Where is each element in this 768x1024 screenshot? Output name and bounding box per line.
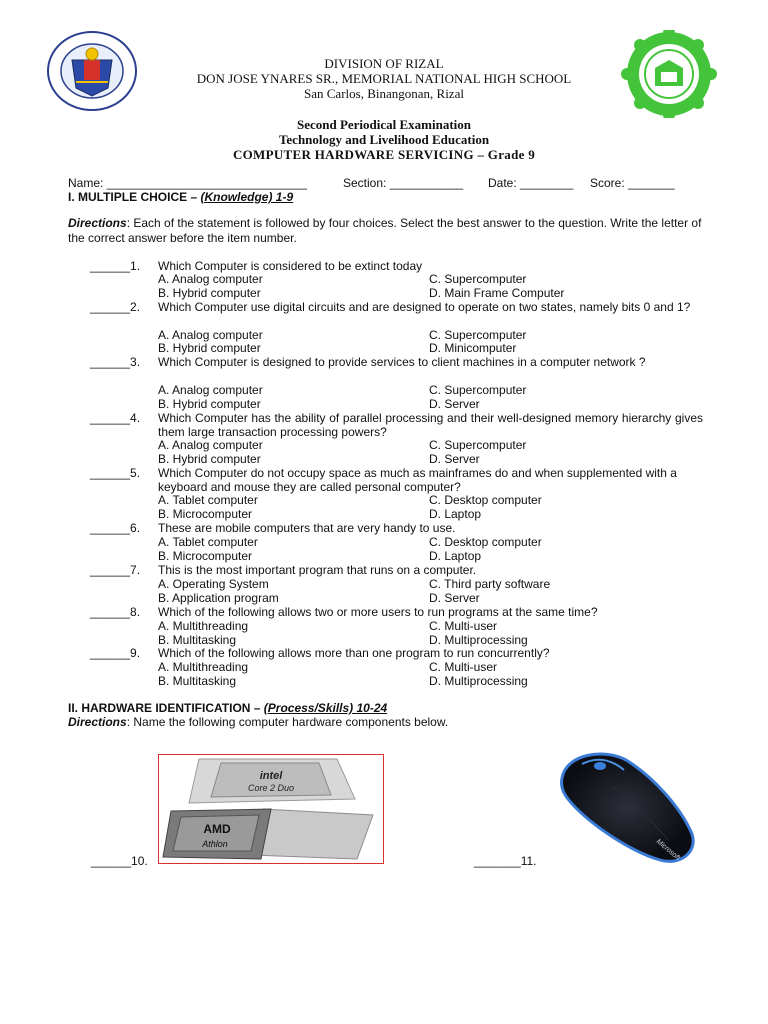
option-b: B. Multitasking xyxy=(158,633,237,647)
option-a: A. Operating System xyxy=(158,577,269,591)
school-name: DON JOSE YNARES SR., MEMORIAL NATIONAL HIGH SCHOOL xyxy=(196,71,572,86)
option-b: B. Application program xyxy=(158,591,279,605)
question-text: Which of the following allows two or more users to run programs at the same time? xyxy=(158,605,598,619)
mouse-image xyxy=(552,748,702,868)
answer-blank[interactable]: ______2. xyxy=(90,300,141,314)
part2-heading xyxy=(68,701,387,715)
subject-title: Technology and Livelihood Education xyxy=(278,132,490,147)
option-a: A. Multithreading xyxy=(158,660,249,674)
date-field[interactable]: Date: ________ xyxy=(488,176,574,190)
answer-blank[interactable]: ______8. xyxy=(90,605,141,619)
answer-blank[interactable]: ______7. xyxy=(90,563,141,577)
division-title: DIVISION OF RIZAL xyxy=(324,56,444,71)
option-b: B. Microcomputer xyxy=(158,507,253,521)
intel-cpu-chip xyxy=(189,759,355,803)
part2-directions xyxy=(68,715,448,729)
option-b: B. Hybrid computer xyxy=(158,286,261,300)
option-b: B. Hybrid computer xyxy=(158,341,261,355)
option-a: A. Analog computer xyxy=(158,272,263,286)
mouse-brand-text: Microsoft xyxy=(654,838,681,862)
course-title: COMPUTER HARDWARE SERVICING – Grade 9 xyxy=(232,147,536,162)
answer-blank[interactable]: ______9. xyxy=(90,646,141,660)
question-text: These are mobile computers that are very handy to use. xyxy=(158,521,456,535)
answer-blank[interactable]: ______3. xyxy=(90,355,141,369)
option-c: C. Multi-user xyxy=(429,660,498,674)
question-text: Which Computer has the ability of parallel processing and their well-designed memory hierarchy gives them large transaction processing powers? xyxy=(158,411,703,439)
option-a: A. Analog computer xyxy=(158,438,263,452)
amd-cpu-chip xyxy=(163,809,373,859)
question-text: Which Computer do not occupy space as much as mainframes do and when supplemented with a keyboard and mouse they are called personal computer? xyxy=(158,466,677,494)
option-d: D. Server xyxy=(429,591,480,605)
exam-title: Second Periodical Examination xyxy=(296,117,472,132)
name-field[interactable]: Name: ______________________________ xyxy=(68,176,307,190)
answer-blank[interactable]: ______6. xyxy=(90,521,141,535)
option-b: B. Hybrid computer xyxy=(158,452,261,466)
amd-model-text: Athlon xyxy=(202,839,228,849)
question-text: Which Computer use digital circuits and are designed to operate on two states, namely bits 0 and 1? xyxy=(158,300,691,314)
part1-directions xyxy=(68,216,702,246)
option-d: D. Laptop xyxy=(429,507,482,521)
part1-heading xyxy=(68,190,293,204)
option-c: C. Desktop computer xyxy=(429,535,542,549)
option-c: C. Desktop computer xyxy=(429,493,542,507)
answer-blank[interactable]: ______4. xyxy=(90,411,141,425)
directions-text: : Name the following computer hardware components below. xyxy=(126,715,449,729)
option-b: B. Hybrid computer xyxy=(158,397,261,411)
option-a: A. Analog computer xyxy=(158,383,263,397)
amd-logo-text: AMD xyxy=(203,822,231,836)
option-a: A. Tablet computer xyxy=(158,493,258,507)
question-text: Which Computer is designed to provide services to client machines in a computer network ? xyxy=(158,355,646,369)
option-d: D. Multiprocessing xyxy=(429,633,528,647)
answer-blank[interactable]: ______1. xyxy=(90,259,141,273)
part2-title: II. HARDWARE IDENTIFICATION – xyxy=(68,701,264,715)
question-text: Which Computer is considered to be extinct today xyxy=(158,259,423,273)
question-text: Which of the following allows more than one program to run concurrently? xyxy=(158,646,550,660)
intel-logo-text: intel xyxy=(259,770,283,782)
option-a: A. Analog computer xyxy=(158,328,263,342)
option-c: C. Multi-user xyxy=(429,619,498,633)
option-c: C. Supercomputer xyxy=(429,272,527,286)
option-d: D. Laptop xyxy=(429,549,482,563)
option-a: A. Multithreading xyxy=(158,619,249,633)
directions-text: : Each of the statement is followed by four choices. Select the best answer to the question. Write the letter of the correct answer before the item number. xyxy=(68,216,702,245)
score-field[interactable]: Score: _______ xyxy=(590,176,675,190)
intel-model-text: Core 2 Duo xyxy=(247,783,295,793)
option-a: A. Tablet computer xyxy=(158,535,258,549)
option-d: D. Minicomputer xyxy=(429,341,517,355)
item-10-blank[interactable]: ______10. xyxy=(91,854,148,868)
part1-emphasis: (Knowledge) 1-9 xyxy=(200,190,294,204)
option-c: C. Supercomputer xyxy=(429,328,527,342)
option-d: D. Main Frame Computer xyxy=(429,286,565,300)
school-address: San Carlos, Binangonan, Rizal xyxy=(304,86,464,101)
option-b: B. Multitasking xyxy=(158,674,237,688)
option-d: D. Server xyxy=(429,397,480,411)
part1-title: I. MULTIPLE CHOICE – xyxy=(68,190,201,204)
option-b: B. Microcomputer xyxy=(158,549,253,563)
item-11-blank[interactable]: _______11. xyxy=(474,854,537,868)
section-field[interactable]: Section: ___________ xyxy=(343,176,464,190)
option-d: D. Multiprocessing xyxy=(429,674,528,688)
answer-blank[interactable]: ______5. xyxy=(90,466,141,480)
part2-emphasis: (Process/Skills) 10-24 xyxy=(263,701,388,715)
option-c: C. Supercomputer xyxy=(429,383,527,397)
option-c: C. Supercomputer xyxy=(429,438,527,452)
question-text: This is the most important program that runs on a computer. xyxy=(158,563,477,577)
processor-image xyxy=(158,754,384,864)
directions-label: Directions xyxy=(68,715,127,729)
option-d: D. Server xyxy=(429,452,480,466)
option-c: C. Third party software xyxy=(429,577,551,591)
directions-label: Directions xyxy=(68,216,127,230)
